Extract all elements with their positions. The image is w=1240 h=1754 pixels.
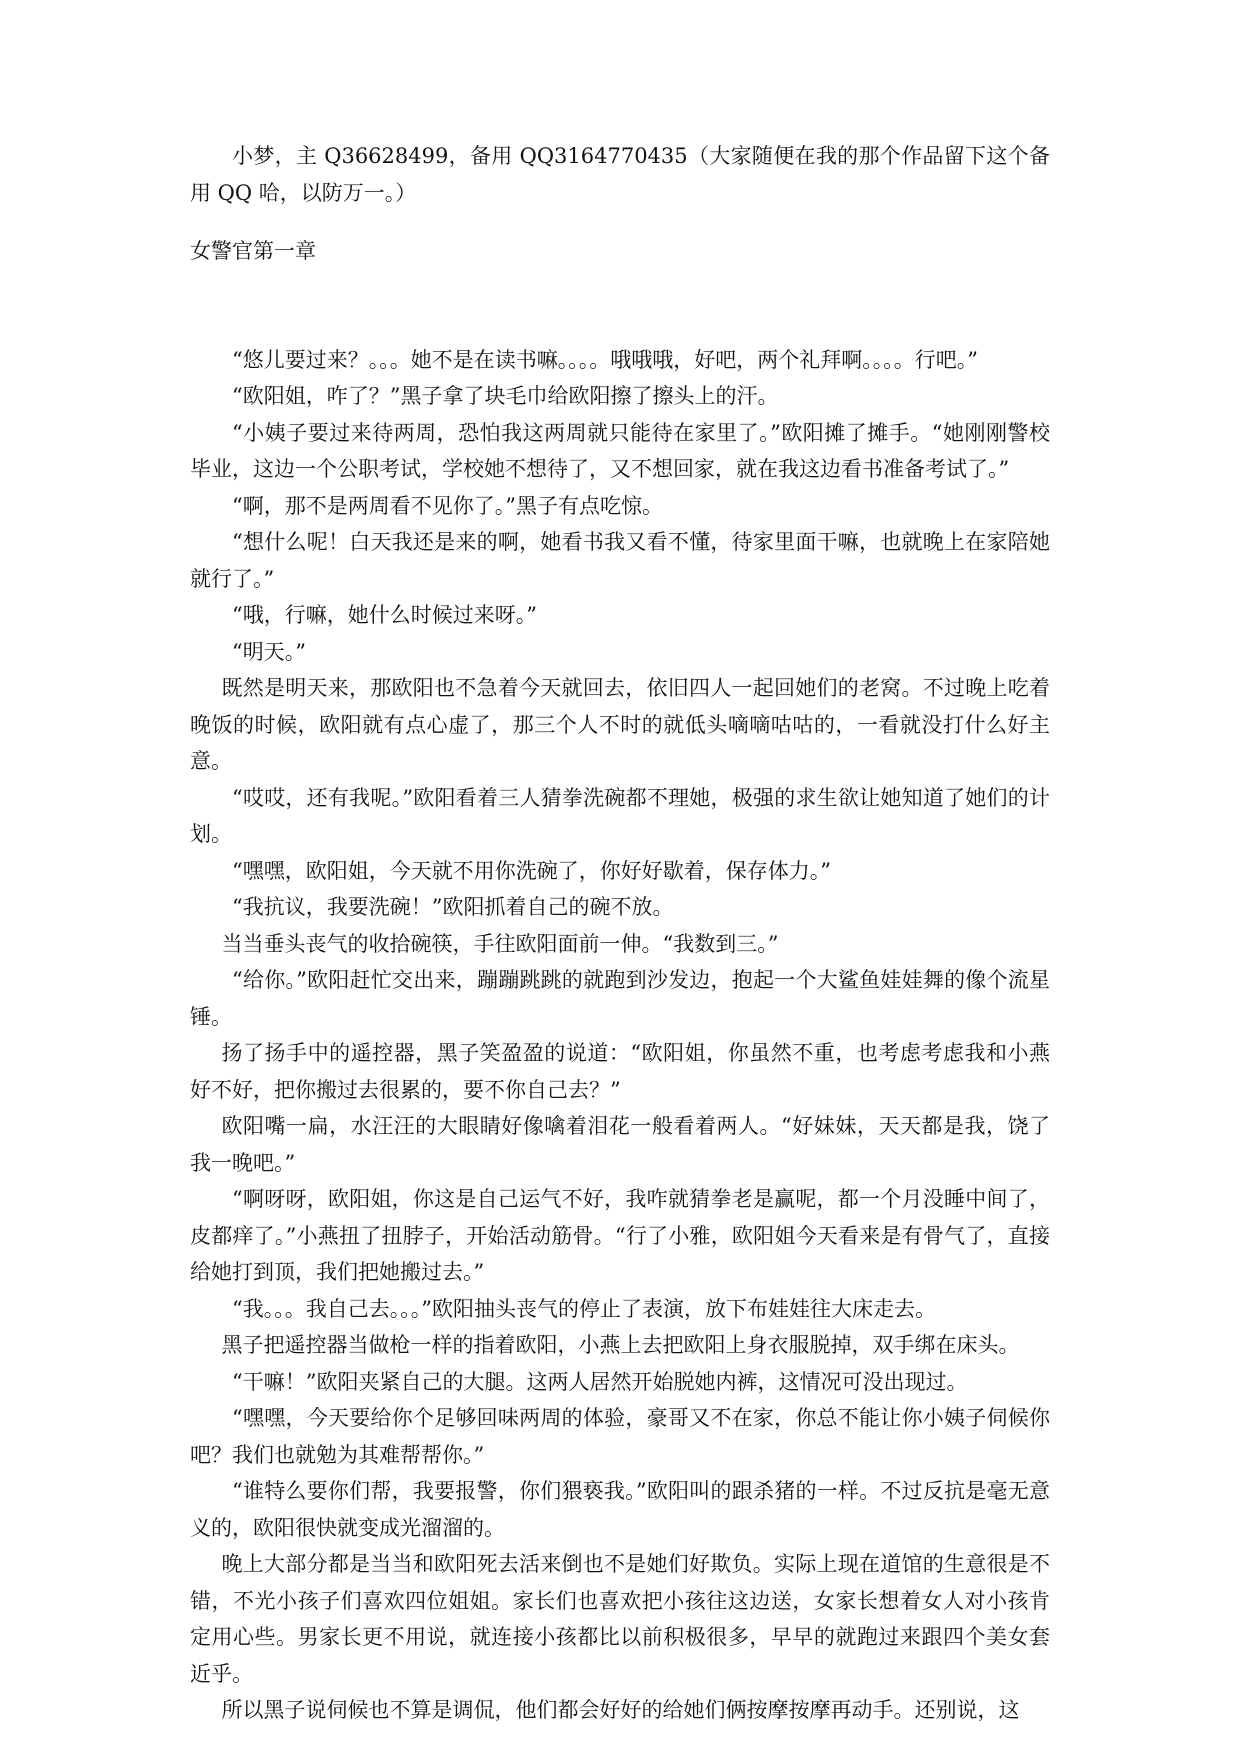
paragraph: “哎哎，还有我呢。”欧阳看着三人猜拳洗碗都不理她，极强的求生欲让她知道了她们的计划。	[190, 785, 1050, 846]
paragraph: “欧阳姐，咋了？”黑子拿了块毛巾给欧阳擦了擦头上的汗。	[232, 384, 779, 408]
paragraph: “给你。”欧阳赶忙交出来，蹦蹦跳跳的就跑到沙发边，抱起一个大鲨鱼娃娃舞的像个流星锤。	[190, 968, 1050, 1029]
paragraph: “哦，行嘛，她什么时候过来呀。”	[232, 603, 537, 627]
section-spacer	[190, 270, 1050, 342]
paragraph: “我抗议，我要洗碗！”欧阳抓着自己的碗不放。	[232, 895, 674, 919]
paragraph: “我。。。我自己去。。。”欧阳抽头丧气的停止了表演，放下布娃娃往大床走去。	[232, 1296, 936, 1321]
chapter-title: 女警官第一章	[190, 239, 316, 263]
document-page	[190, 138, 1050, 1729]
paragraph: “啊呀呀，欧阳姐，你这是自己运气不好，我咋就猜拳老是赢呢，都一个月没睡中间了，皮都痒了。”小燕扭了扭脖子，开始活动筋骨。“行了小雅，欧阳姐今天看来是有骨气了，直接给她打到顶，我们把她搬过去。”	[190, 1187, 1050, 1284]
paragraph: “想什么呢！白天我还是来的啊，她看书我又看不懂，待家里面干嘛，也就晚上在家陪她就行了。”	[190, 530, 1050, 591]
paragraph: “小姨子要过来待两周，恐怕我这两周就只能待在家里了。”欧阳摊了摊手。“她刚刚警校毕业，这边一个公职考试，学校她不想待了，又不想回家，就在我这边看书准备考试了。”	[190, 420, 1050, 481]
paragraph: “嘿嘿，欧阳姐，今天就不用你洗碗了，你好好歇着，保存体力。”	[232, 858, 831, 883]
header-note: 小梦，主 Q36628499，备用 QQ3164770435（大家随便在我的那个作品留下这个备用 QQ 哈，以防万一。）	[190, 144, 1050, 205]
paragraph: 所以黑子说伺候也不算是调侃，他们都会好好的给她们俩按摩按摩再动手。还别说，这	[221, 1698, 1020, 1722]
paragraph: 欧阳嘴一扁，水汪汪的大眼睛好像噙着泪花一般看着两人。“好妹妹，天天都是我，饶了我一晚吧。”	[190, 1114, 1050, 1175]
paragraph: 晚上大部分都是当当和欧阳死去活来倒也不是她们好欺负。实际上现在道馆的生意很是不错，不光小孩子们喜欢四位姐姐。家长们也喜欢把小孩往这边送，女家长想着女人对小孩肯定用心些。男家长更不用说，就连接小孩都比以前积极很多，早早的就跑过来跟四个美女套近乎。	[190, 1552, 1050, 1686]
paragraph: 黑子把遥控器当做枪一样的指着欧阳，小燕上去把欧阳上身衣服脱掉，双手绑在床头。	[221, 1333, 1020, 1357]
paragraph: “嘿嘿，今天要给你个足够回味两周的体验，豪哥又不在家，你总不能让你小姨子伺候你吧？我们也就勉为其难帮帮你。”	[190, 1406, 1050, 1467]
paragraph: “明天。”	[232, 639, 306, 664]
paragraph: 当当垂头丧气的收拾碗筷，手往欧阳面前一伸。“我数到三。”	[221, 931, 779, 956]
paragraph: “啊，那不是两周看不见你了。”黑子有点吃惊。	[232, 493, 663, 518]
paragraph: “干嘛！”欧阳夹紧自己的大腿。这两人居然开始脱她内裤，这情况可没出现过。	[232, 1369, 968, 1394]
paragraph: “悠儿要过来？。。。她不是在读书嘛。。。。哦哦哦，好吧，两个礼拜啊。。。。行吧。”	[232, 347, 978, 372]
paragraph: 扬了扬手中的遥控器，黑子笑盈盈的说道：“欧阳姐，你虽然不重，也考虑考虑我和小燕好不好，把你搬过去很累的，要不你自己去？”	[190, 1041, 1050, 1102]
paragraph: “谁特么要你们帮，我要报警，你们猥亵我。”欧阳叫的跟杀猪的一样。不过反抗是毫无意义的，欧阳很快就变成光溜溜的。	[190, 1479, 1050, 1540]
paragraph: 既然是明天来，那欧阳也不急着今天就回去，依旧四人一起回她们的老窝。不过晚上吃着晚饭的时候，欧阳就有点心虚了，那三个人不时的就低头嘀嘀咕咕的，一看就没打什么好主意。	[190, 676, 1050, 773]
